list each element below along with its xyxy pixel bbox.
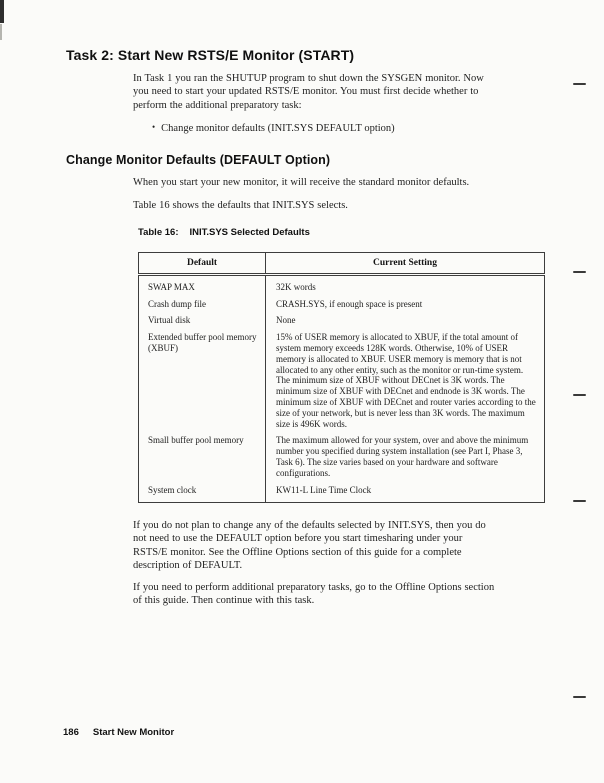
default-cell: Crash dump file: [139, 293, 266, 310]
column-header-current-setting: Current Setting: [266, 253, 545, 275]
table-caption: [138, 227, 310, 238]
text-line: not need to use the DEFAULT option before you start timesharing under your: [133, 533, 463, 545]
bullet-item: [152, 122, 395, 134]
table-header: [139, 253, 545, 275]
table-body: [139, 274, 545, 503]
closing-paragraph-1: [133, 519, 486, 573]
page-footer: [63, 727, 174, 738]
change-bar: [573, 500, 586, 502]
text-line: description of DEFAULT.: [133, 560, 243, 572]
text-line: of this guide. Then continue with this task.: [133, 595, 315, 607]
paragraph: When you start your new monitor, it will receive the standard monitor defaults.: [133, 177, 470, 188]
setting-cell: 32K words: [276, 281, 316, 292]
scan-artifact: [0, 0, 4, 23]
footer-title: Start New Monitor: [92, 727, 175, 738]
table-row: [139, 274, 545, 292]
default-cell: SWAP MAX: [139, 274, 266, 292]
intro-paragraph: [133, 72, 484, 112]
default-cell: Extended buffer pool memory (XBUF): [139, 326, 266, 429]
closing-paragraph-2: [133, 581, 494, 608]
setting-cell: CRASH.SYS, if enough space is present: [276, 298, 423, 309]
bullet-marker: •: [152, 122, 156, 132]
text-line: you need to start your updated RSTS/E monitor. You must first decide whether to: [133, 86, 479, 98]
table-caption-title: INIT.SYS Selected Defaults: [189, 227, 310, 238]
page-number: 186: [63, 727, 79, 738]
change-bar: [573, 696, 586, 698]
scan-artifact-tail: [0, 24, 2, 40]
table-row: [139, 309, 545, 326]
text-line: perform the additional preparatory task:: [133, 99, 302, 111]
column-header-default: Default: [139, 253, 266, 275]
default-cell: System clock: [139, 479, 266, 503]
table-row: [139, 293, 545, 310]
default-cell: Small buffer pool memory: [139, 429, 266, 478]
text-line: If you do not plan to change any of the defaults selected by INIT.SYS, then you do: [133, 520, 486, 531]
default-cell: Virtual disk: [139, 309, 266, 326]
text-line: If you need to perform additional preparatory tasks, go to the Offline Options section: [133, 582, 495, 593]
change-bar: [573, 271, 586, 273]
defaults-table: [138, 252, 545, 503]
text-line: RSTS/E monitor. See the Offline Options section of this guide for a complete: [133, 546, 462, 558]
table-header-row: [139, 253, 545, 275]
table-caption-label: Table 16:: [138, 227, 179, 238]
bullet-text: Change monitor defaults (INIT.SYS DEFAULT option): [161, 123, 395, 134]
page-title: Task 2: Start New RSTS/E Monitor (START): [66, 47, 355, 63]
text-line: In Task 1 you ran the SHUTUP program to shut down the SYSGEN monitor. Now: [133, 73, 484, 84]
paragraph: Table 16 shows the defaults that INIT.SYS selects.: [133, 200, 348, 211]
table-row: [139, 479, 545, 503]
section-heading: Change Monitor Defaults (DEFAULT Option): [66, 153, 331, 167]
setting-cell: 15% of USER memory is allocated to XBUF, if the total amount of system memory exceeds 128K words. Otherwise, 10% of USER memory is allocated to XBUF. USER memory is memory that is not allocated to any other entity, such as the monitor or run-time system. The minimum size of XBUF without DECnet is 3K words. The minimum size of XBUF with DECnet and endnode is 3K words. The minimum size of XBUF with DECnet and router varies according to the size of your network, but is never less than 3K words. The maximum size is 496K words.: [276, 332, 536, 429]
change-bar: [573, 394, 586, 396]
table-row: [139, 326, 545, 429]
table-row: [139, 429, 545, 478]
change-bar: [573, 83, 586, 85]
setting-cell: None: [276, 315, 296, 326]
setting-cell: The maximum allowed for your system, over and above the minimum number you specified during system installation (see Part I, Phase 3, Task 6). The size varies based on your hardware and software configurations.: [276, 435, 529, 478]
setting-cell: KW11-L Line Time Clock: [276, 484, 372, 495]
